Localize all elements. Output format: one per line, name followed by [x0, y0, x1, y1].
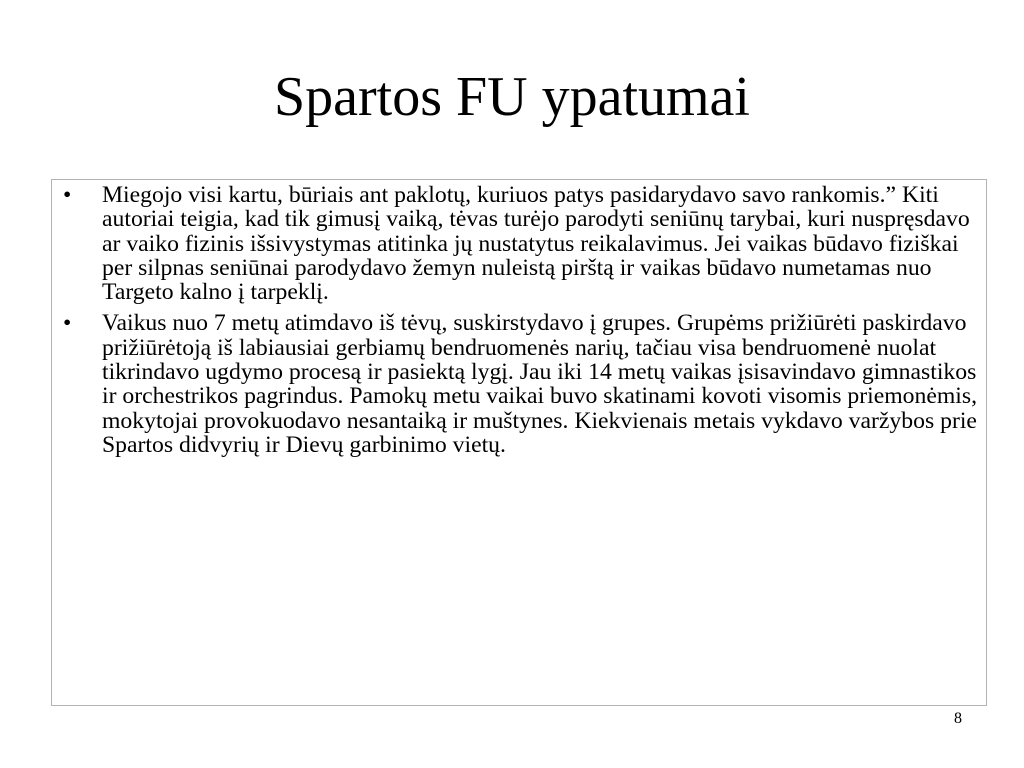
bullet-item — [63, 183, 983, 304]
content-box — [51, 179, 987, 706]
bullet-item — [63, 311, 983, 457]
bullet-list — [63, 183, 983, 464]
bullet-text: Miegojo visi kartu, būriais ant paklotų, kuriuos patys pasidarydavo savo rankomis.” Kiti autoriai teigia, kad tik gimusį vaiką, tėvas turėjo parodyti seniūnų tarybai, kuri nuspręsdavo ar vaiko fizinis išsivystymas atitinka jų nustatytus reikalavimus. Jei vaikas būdavo fiziškai per silpnas seniūnai parodydavo žemyn nuleistą pirštą ir vaikas būdavo numetamas nuo Targeto kalno į tarpeklį. — [102, 182, 970, 306]
bullet-marker: • — [63, 182, 72, 208]
bullet-marker: • — [63, 310, 72, 337]
page-number: 8 — [954, 710, 962, 727]
slide-title: Spartos FU ypatumai — [274, 66, 750, 128]
bullet-text: Vaikus nuo 7 metų atimdavo iš tėvų, suskirstydavo į grupes. Grupėms prižiūrėti paskirdavo prižiūrėtoją iš labiausiai gerbiamų bendruomenės narių, tačiau visa bendruomenė nuolat tikrindavo ugdymo procesą ir pasiektą lygį. Jau iki 14 metų vaikas įsisavindavo gimnastikos ir orchestrikos pagrindus. Pamokų metu vaikai buvo skatinami kovoti visomis priemonėmis, mokytojai provokuodavo nesantaiką ir muštynes. Kiekvienais metais vykdavo varžybos prie Spartos didvyrių ir Dievų garbinimo vietų. — [102, 310, 978, 458]
